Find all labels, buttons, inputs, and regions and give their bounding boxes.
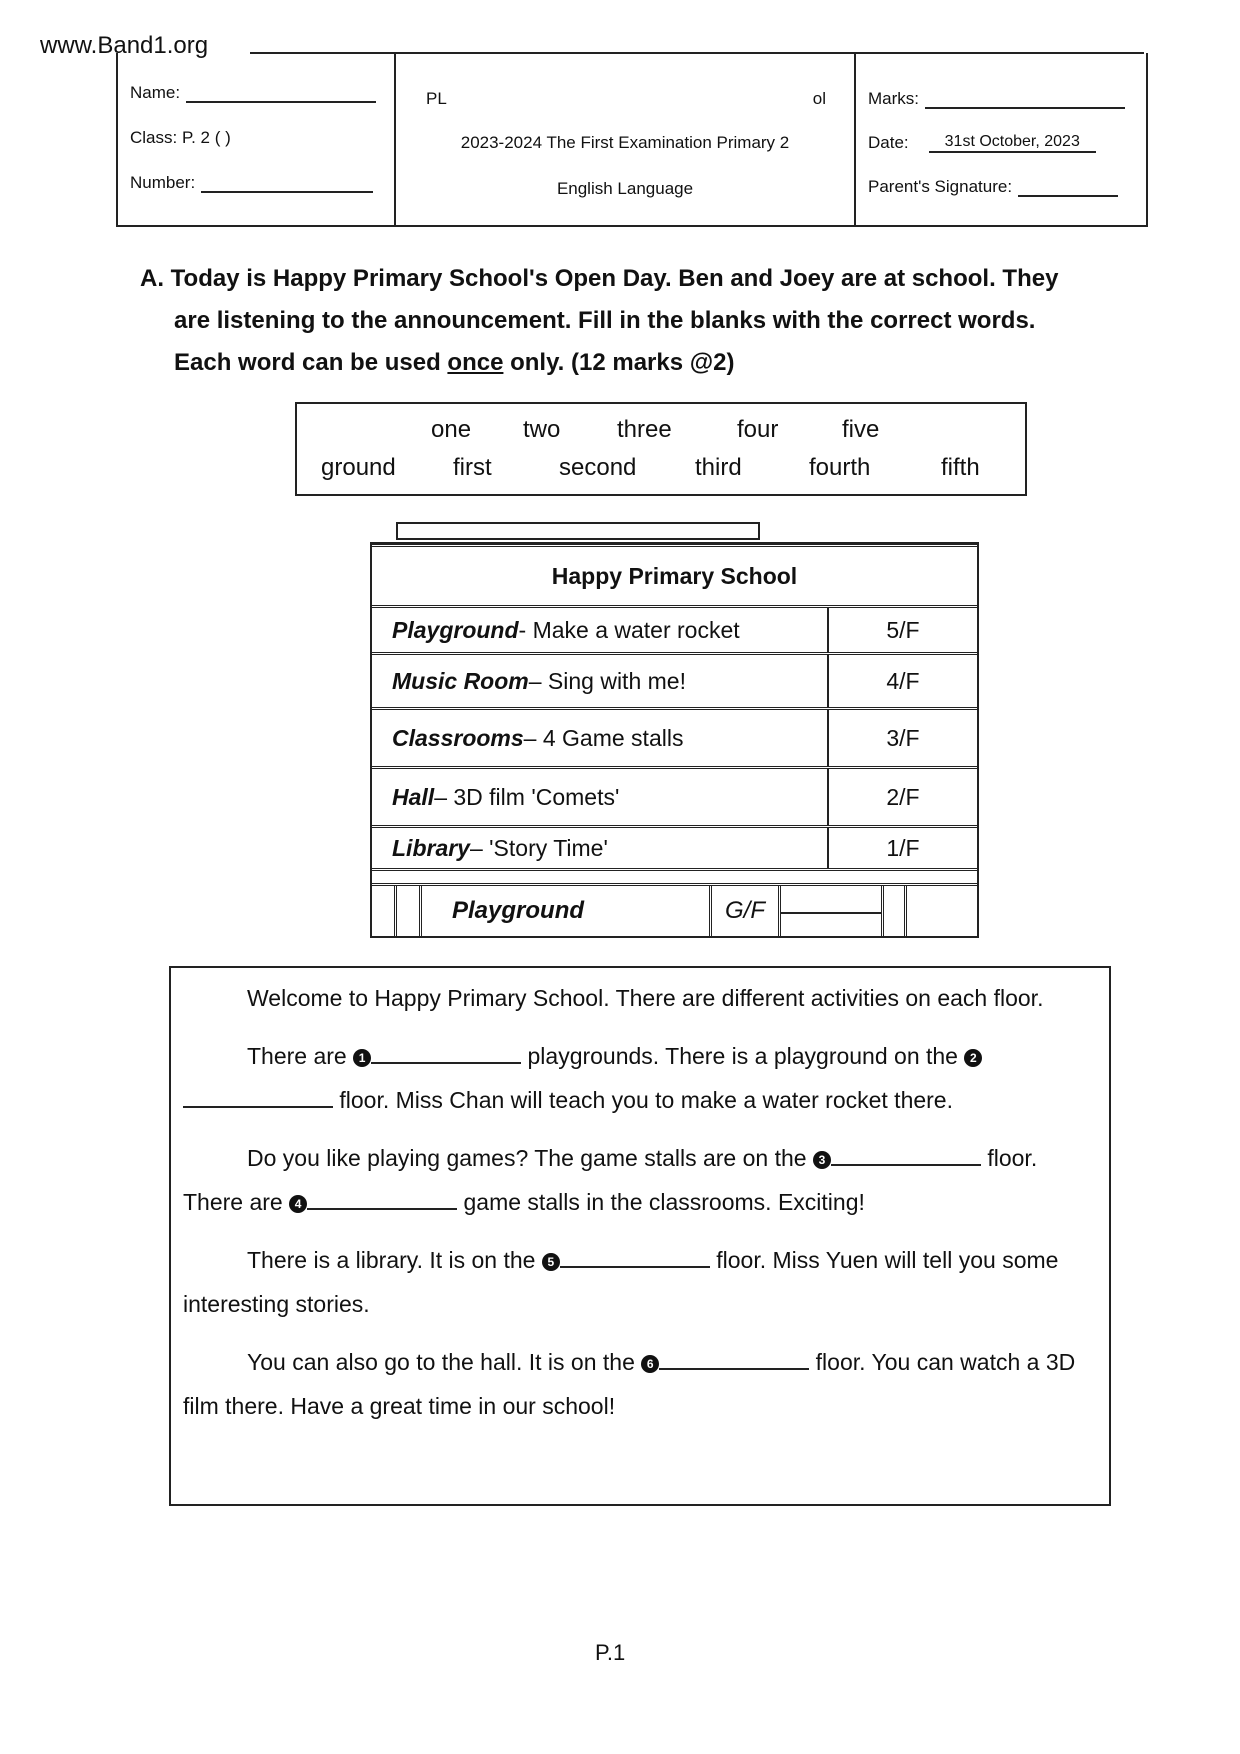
word: three	[617, 416, 672, 443]
blank-number: 5	[542, 1253, 560, 1271]
passage-text: floor. Miss Chan will teach you to make a water rocket there.	[339, 1087, 953, 1113]
passage-text: Welcome to Happy Primary School. There are different activities on	[247, 985, 931, 1011]
marks-info	[856, 53, 1146, 225]
answer-blank-3[interactable]	[831, 1144, 981, 1166]
number-label: Number:	[130, 173, 196, 192]
place: Hall	[392, 783, 435, 810]
place: Library	[392, 834, 470, 861]
passage-text: There is a library. It is on the	[247, 1247, 536, 1273]
directory-row	[372, 710, 977, 769]
word: ground	[321, 454, 396, 481]
word: third	[695, 454, 742, 481]
question-text: Today is Happy Primary School's Open Day. Ben and Joey are at school. They	[170, 265, 1059, 292]
ground-floor-label: G/F	[712, 886, 781, 936]
place: Classrooms	[392, 724, 524, 751]
school-directory	[370, 522, 975, 938]
floor: 5/F	[827, 608, 977, 652]
question-a	[140, 258, 1130, 384]
activity: – 4 Game stalls	[523, 724, 684, 751]
marks-label: Marks:	[868, 89, 919, 108]
word: one	[431, 416, 472, 443]
blank-number: 1	[353, 1049, 371, 1067]
signature-label: Parent's Signature:	[868, 177, 1013, 196]
passage-text: Do you like playing games? The game stalls are on the	[247, 1145, 807, 1171]
floor: 4/F	[827, 655, 977, 707]
word: fourth	[809, 454, 871, 481]
marks-field[interactable]	[925, 89, 1125, 109]
directory-row	[372, 608, 977, 655]
announcement-passage	[169, 966, 1111, 1506]
blank-number: 2	[964, 1049, 982, 1067]
passage-text: You can also go to the hall. It is on the	[247, 1349, 635, 1375]
activity: – 'Story Time'	[469, 834, 608, 861]
class-label: Class: P. 2 ( )	[130, 128, 231, 147]
passage-text: floor. There are	[183, 1145, 1038, 1215]
paragraph	[183, 1340, 1097, 1428]
answer-blank-4[interactable]	[307, 1188, 457, 1210]
word: five	[842, 416, 880, 443]
word: fifth	[941, 454, 980, 481]
floor: 1/F	[827, 828, 977, 868]
subject: English Language	[556, 179, 694, 198]
paragraph	[183, 976, 1097, 1020]
date-label: Date:	[868, 133, 909, 152]
passage-text: game stalls in the classrooms. Exciting!	[463, 1189, 865, 1215]
directory-row	[372, 769, 977, 828]
building-roof	[396, 522, 760, 540]
passage-text: playgrounds. There is a playground on the	[527, 1043, 958, 1069]
directory-row	[372, 828, 977, 871]
place: Playground	[392, 616, 519, 643]
page-number: P.1	[595, 1640, 626, 1665]
answer-blank-1[interactable]	[371, 1042, 521, 1064]
answer-blank-2[interactable]	[183, 1086, 333, 1108]
paragraph	[183, 1136, 1097, 1224]
activity: – Sing with me!	[528, 667, 686, 694]
word-bank	[295, 402, 1027, 496]
site-watermark: www.Band1.org	[40, 32, 209, 59]
answer-blank-6[interactable]	[659, 1348, 809, 1370]
answer-blank-5[interactable]	[560, 1246, 710, 1268]
school-name-right: ol	[812, 89, 826, 108]
exam-body	[0, 258, 1240, 1506]
word: first	[453, 454, 492, 481]
paragraph	[183, 1238, 1097, 1326]
question-text: are listening to the announcement. Fill in the blanks with the correct words.	[174, 307, 1036, 334]
ground-place: Playground	[422, 886, 712, 936]
question-emphasis: once	[447, 349, 504, 376]
activity: - Make a water rocket	[518, 616, 740, 643]
question-letter: A.	[140, 265, 164, 292]
question-text: only. (12 marks @2)	[503, 349, 735, 376]
word: four	[737, 416, 779, 443]
school-name-left: PL	[426, 89, 447, 108]
divider	[372, 871, 977, 886]
word: two	[523, 416, 561, 443]
ground-floor	[372, 886, 977, 936]
exam-header	[116, 53, 1148, 227]
directory-row	[372, 655, 977, 710]
place: Music Room	[392, 667, 529, 694]
blank-number: 6	[641, 1355, 659, 1373]
passage-text: floor. Miss Yuen will tell	[716, 1247, 953, 1273]
question-text: Each word can be used	[174, 349, 448, 376]
name-label: Name:	[130, 83, 181, 102]
number-field[interactable]	[201, 173, 373, 193]
blank-number: 4	[289, 1195, 307, 1213]
name-field[interactable]	[186, 83, 376, 103]
floor: 2/F	[827, 769, 977, 825]
passage-text: floor. You can	[815, 1349, 954, 1375]
paragraph	[183, 1034, 1097, 1122]
passage-text: each floor.	[937, 985, 1044, 1011]
passage-text: There are	[247, 1043, 347, 1069]
passage-text: watch a 3D film there. Have a great time in our school!	[183, 1349, 1076, 1419]
floor: 3/F	[827, 710, 977, 766]
exam-info	[396, 53, 856, 225]
student-info	[118, 53, 396, 225]
date-value: 31st October, 2023	[929, 133, 1096, 153]
activity: – 3D film 'Comets'	[434, 783, 620, 810]
passage-text: you some interesting stories.	[183, 1247, 1059, 1317]
word: second	[559, 454, 637, 481]
signature-field[interactable]	[1018, 177, 1118, 197]
directory-title: Happy Primary School	[372, 544, 977, 608]
blank-number: 3	[813, 1151, 831, 1169]
exam-title: 2023-2024 The First Examination Primary 2	[460, 133, 790, 152]
